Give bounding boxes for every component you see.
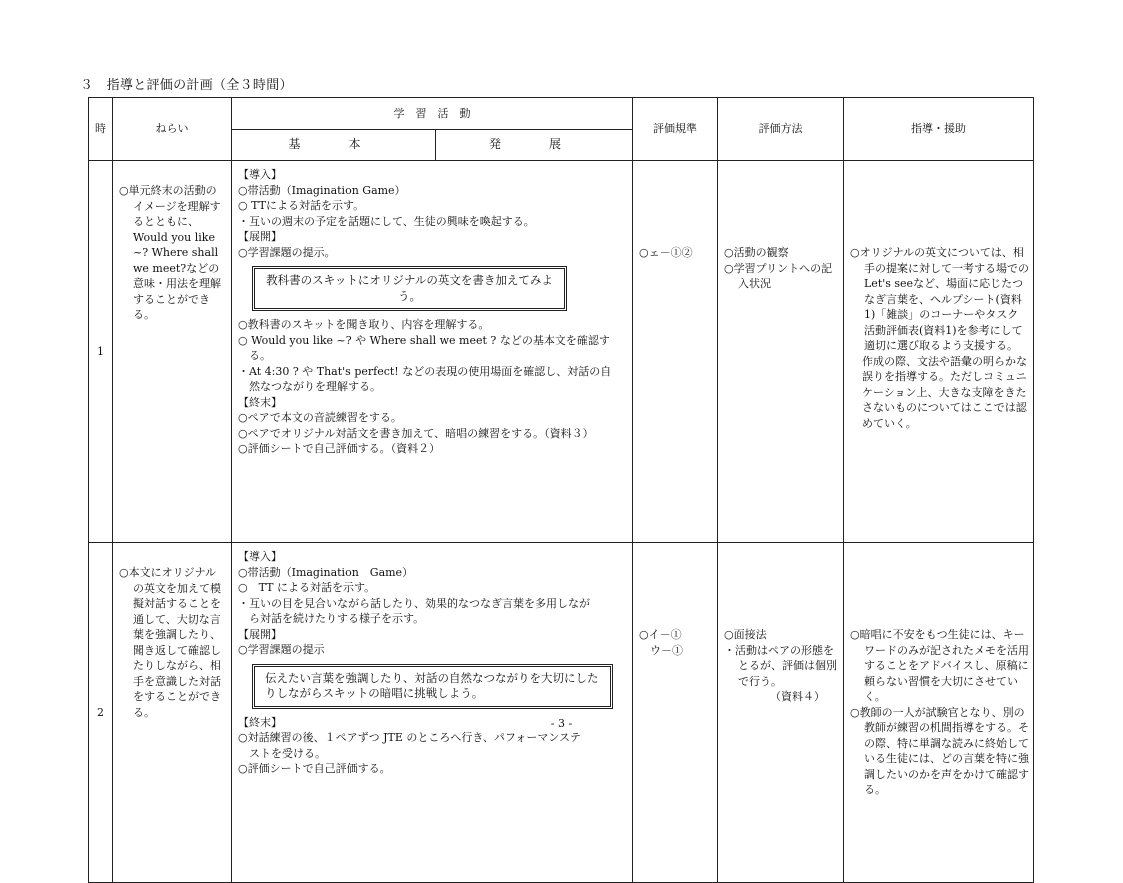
guidance-text: ○オリジナルの英文については、相手の提案に対して一考する場でのLet's seeなど、場面に応じたつなぎ言葉を、ヘルプシート(資料1)「雑談」のコーナーやタスク活動評価表(資料1)を参考にして適切に選び取るよう支援する。 <box>850 246 1029 352</box>
hour-number: 1 <box>89 161 113 543</box>
criteria-cell <box>633 543 718 883</box>
activity-line: ○ TTによる対話を示す。 <box>238 199 365 212</box>
activity-line: ○ Would you like ~? や Where shall we meet ? などの基本文を確認す <box>238 333 610 347</box>
col-header-guidance: 指導・援助 <box>844 98 1034 161</box>
activity-line: 【導入】 <box>238 168 282 181</box>
lesson-plan-table <box>88 97 1034 883</box>
activity-line: 然なつながりを理解する。 <box>238 380 381 393</box>
activity-cell <box>232 543 633 883</box>
activity-line: ○帯活動（Imagination Game） <box>238 565 414 579</box>
activity-line: る。 <box>238 349 271 362</box>
col-header-advanced: 発 展 <box>436 130 633 161</box>
activity-line: ストを受ける。 <box>238 746 326 760</box>
col-header-activity: 学 習 活 動 <box>232 98 633 130</box>
guidance-text: ○教師の一人が試験官となり、別の教師が練習の机間指導をする。その際、特に単調な読みに終始している生徒には、どの言葉を特に強調したいのかを声をかけて確認する。 <box>850 705 1029 796</box>
col-header-basic: 基 本 <box>232 130 436 161</box>
table-row <box>89 543 1034 883</box>
activity-line: ・互いの週末の予定を話題にして、生徒の興味を喚起する。 <box>238 214 535 228</box>
activity-line: ○評価シートで自己評価する。 <box>238 762 391 775</box>
activity-line: ○対話練習の後、１ペアずつ JTE のところへ行き、パフォーマンステ <box>238 731 581 744</box>
method-text: ○活動の観察 <box>724 246 789 259</box>
activity-line: ・互いの目を見合いながら話したり、効果的なつなぎ言葉を多用しなが <box>238 596 590 610</box>
col-header-aim: ねらい <box>113 98 232 161</box>
method-text: ・活動はペアの形態をとるが、評価は個別で行う。 <box>724 643 837 688</box>
criteria-text: ○ェ－①② <box>639 246 693 259</box>
activity-line: ○学習課題の提示 <box>238 643 325 656</box>
task-box: 教科書のスキットにオリジナルの英文を書き加えてみよう。 <box>252 266 567 311</box>
section-heading: ３ 指導と評価の計画（全３時間） <box>80 78 293 93</box>
activity-cell <box>232 161 633 543</box>
hour-number: 2 <box>89 543 113 883</box>
aim-cell <box>113 161 232 543</box>
col-header-method: 評価方法 <box>718 98 844 161</box>
activity-line: ○教科書のスキットを聞き取り、内容を理解する。 <box>238 318 490 331</box>
activity-line: ・At 4:30 ? や That's perfect! などの表現の使用場面を確認し、対話の自 <box>238 364 612 378</box>
activity-line: ○学習課題の提示。 <box>238 245 336 259</box>
activity-line: 【導入】 <box>238 550 282 563</box>
criteria-text: ウ－① <box>639 643 683 657</box>
criteria-cell <box>633 161 718 543</box>
guidance-text: 作成の際、文法や語彙の明らかな誤りを指導する。ただしコミュニケーション上、大きな支障をきたさないものについてはここでは認めていく。 <box>862 354 1027 430</box>
table-row <box>89 161 1034 543</box>
col-header-hour: 時 <box>89 98 113 161</box>
aim-text: ○単元終末の活動のイメージを理解するとともに、Would you like ~? Where shall we meet?などの意味・用法を理解することができる。 <box>119 184 221 321</box>
activity-line: 【展開】 <box>238 230 282 243</box>
method-cell <box>718 161 844 543</box>
activity-line: 【終末】 <box>238 715 282 729</box>
activity-line: 【展開】 <box>238 627 282 641</box>
method-cell <box>718 543 844 883</box>
guidance-text: ○暗唱に不安をもつ生徒には、キーワードのみが記されたメモを活用することをアドバイスし、原稿に頼らない習慣を大切にさせていく。 <box>850 628 1029 703</box>
method-text: ○面接法 <box>724 628 767 641</box>
method-text: （資料４） <box>770 690 825 703</box>
aim-text: ○本文にオリジナルの英文を加えて模擬対話することを通して、大切な言葉を強調したり、聞き返して確認したりしながら、相手を意識した対話をすることができる。 <box>119 566 221 719</box>
activity-line: ○ペアで本文の音読練習をする。 <box>238 411 402 424</box>
task-box: 伝えたい言葉を強調したり、対話の自然なつながりを大切にしたりしながらスキットの暗唱に挑戦しよう。 <box>252 664 613 709</box>
col-header-criteria: 評価規準 <box>633 98 718 161</box>
guidance-cell <box>844 543 1034 883</box>
activity-line: ○ペアでオリジナル対話文を書き加えて、暗唱の練習をする。（資料３） <box>238 426 594 440</box>
activity-line: ○評価シートで自己評価する。（資料２） <box>238 442 441 455</box>
page-number: - 3 - <box>550 717 573 730</box>
guidance-cell <box>844 161 1034 543</box>
method-text: ○学習プリントへの記入状況 <box>724 261 833 290</box>
aim-cell <box>113 543 232 883</box>
criteria-text: ○イ－① <box>639 628 682 641</box>
activity-line: ○ TT による対話を示す。 <box>238 581 376 594</box>
activity-line: ○帯活動（Imagination Game） <box>238 183 406 197</box>
activity-line: ら対話を続けたりする様子を示す。 <box>238 612 425 625</box>
activity-line: 【終末】 <box>238 395 282 409</box>
